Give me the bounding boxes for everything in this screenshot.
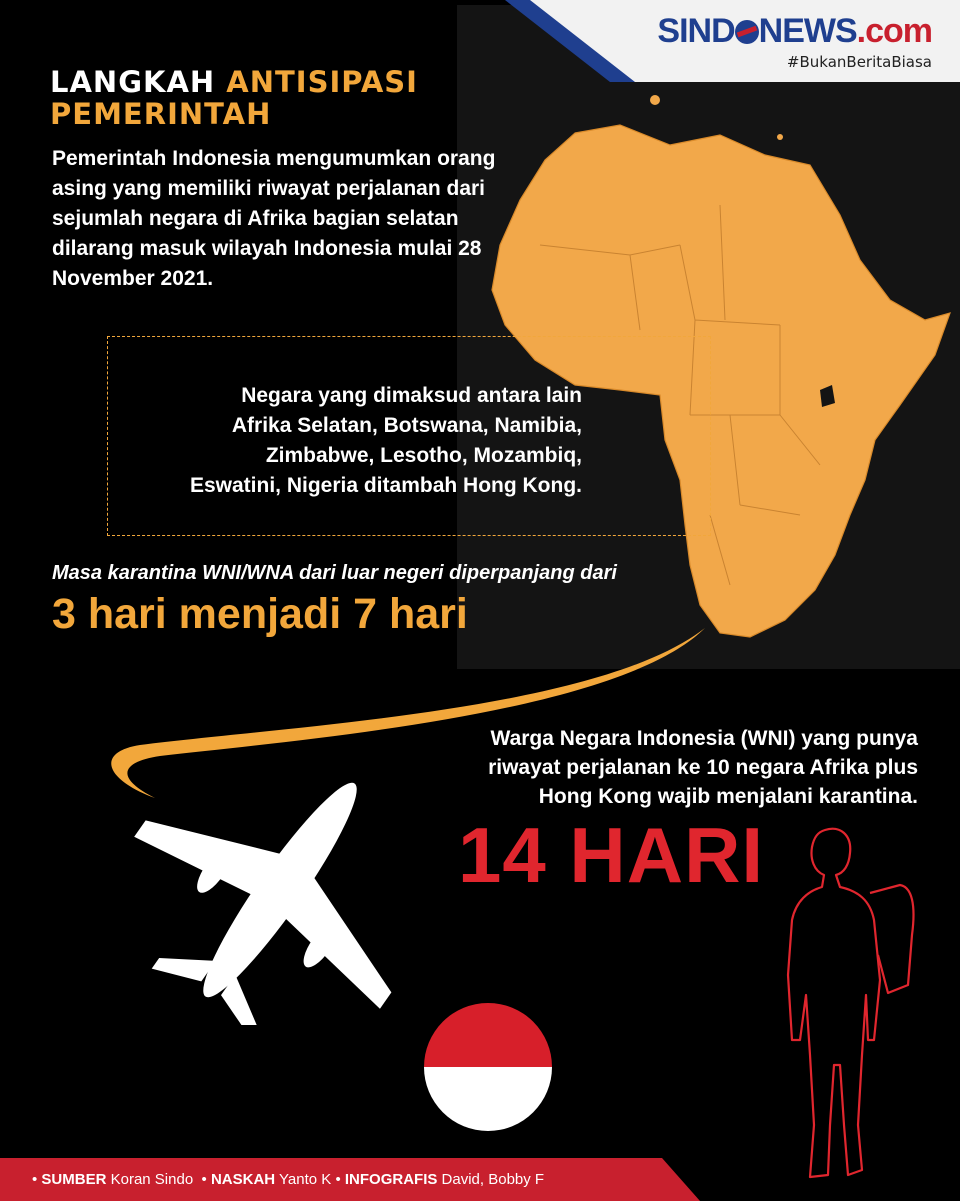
footer-writer-label: NASKAH [210,1171,276,1188]
footer-bullet: • [335,1171,345,1188]
logo-text-com: .com [856,12,932,50]
wni-line-1: Warga Negara Indonesia (WNI) yang punya [490,727,918,750]
footer-graphic-label: INFOGRAFIS [344,1171,438,1188]
page-title [50,66,418,130]
logo-text-news: NEWS [758,12,857,50]
countries-text [140,381,582,501]
quarantine-days-value: 14 HARI [458,811,765,899]
title-word-3: PEMERINTAH [50,97,272,131]
airplane-icon [130,755,430,1025]
sindonews-logo [657,12,932,71]
footer-bullet: • [201,1171,211,1188]
quarantine-label: Masa karantina WNI/WNA dari luar negeri diperpanjang dari [52,562,617,584]
hashtag: #BukanBeritaBiasa [786,53,932,71]
wni-line-3: Hong Kong wajib menjalani karantina. [538,785,918,808]
logo-wordmark [657,12,932,51]
footer-writer-value: Yanto K [279,1171,332,1188]
title-word-2: ANTISIPASI [226,65,418,99]
wni-text [420,724,918,811]
title-word-1: LANGKAH [50,65,216,99]
logo-text-sind: SIND [657,12,735,50]
indonesia-flag-icon [423,1002,553,1132]
intro-paragraph: Pemerintah Indonesia mengumumkan orang asing yang memiliki riwayat perjalanan dari sejumlah negara di Afrika bagian selatan dilarang masuk wilayah Indonesia mulai 28 November 2021. [52,147,496,290]
footer-graphic-value: David, Bobby F [441,1171,545,1188]
countries-line-2: Afrika Selatan, Botswana, Namibia, [231,414,582,437]
footer-source-value: Koran Sindo [110,1171,194,1188]
footer-source-label: SUMBER [41,1171,107,1188]
quarantine-value: 3 hari menjadi 7 hari [52,590,468,638]
wni-line-2: riwayat perjalanan ke 10 negara Afrika plus [488,756,918,779]
footer-bullet: • [32,1171,42,1188]
logo-globe-icon [735,20,759,44]
footer-credits [32,1171,544,1188]
countries-line-3: Zimbabwe, Lesotho, Mozambiq, [265,444,582,467]
traveler-silhouette-icon [770,825,920,1195]
countries-line-1: Negara yang dimaksud antara lain [241,384,582,407]
countries-line-4: Eswatini, Nigeria ditambah Hong Kong. [189,474,582,497]
